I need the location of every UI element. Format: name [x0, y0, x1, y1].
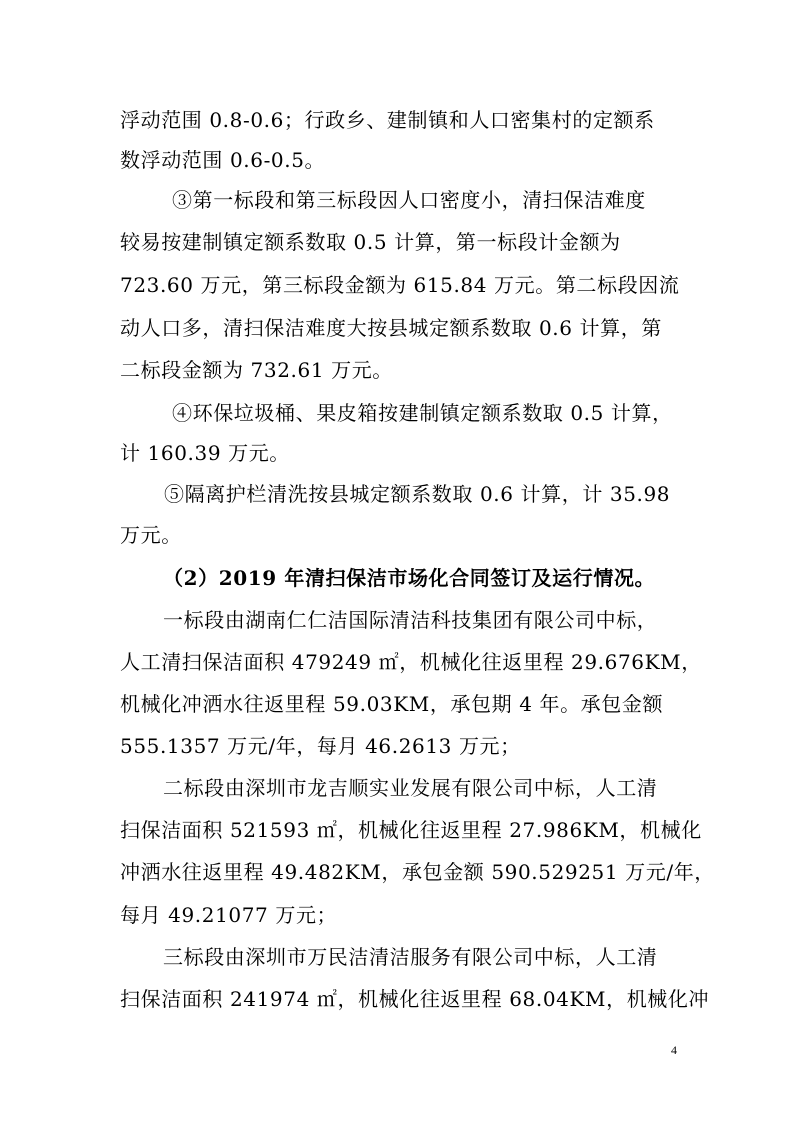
text-line: ④环保垃圾桶、果皮箱按建制镇定额系数取 0.5 计算， [172, 401, 673, 425]
text-line: 三标段由深圳市万民洁清洁服务有限公司中标，人工清 [163, 945, 658, 969]
text-line: 较易按建制镇定额系数取 0.5 计算，第一标段计金额为 [120, 230, 621, 254]
text-line: 机械化冲洒水往返里程 59.03KM，承包期 4 年。承包金额 [120, 692, 664, 716]
text-line: 二标段由深圳市龙吉顺实业发展有限公司中标，人工清 [163, 776, 658, 800]
text-line: 扫保洁面积 521593 ㎡，机械化往返里程 27.986KM，机械化 [120, 818, 702, 842]
text-line: 动人口多，清扫保洁难度大按县城定额系数取 0.6 计算，第 [120, 316, 662, 340]
text-line: 扫保洁面积 241974 ㎡，机械化往返里程 68.04KM，机械化冲 [120, 987, 710, 1011]
text-line: 一标段由湖南仁仁洁国际清洁科技集团有限公司中标， [163, 608, 658, 632]
text-line: 723.60 万元，第三标段金额为 615.84 万元。第二标段因流 [120, 273, 680, 297]
text-line: 万元。 [120, 523, 182, 547]
text-line: 计 160.39 万元。 [120, 441, 290, 465]
text-line: 二标段金额为 732.61 万元。 [120, 358, 393, 382]
text-line: ⑤隔离护栏清洗按县城定额系数取 0.6 计算，计 35.98 [164, 482, 671, 506]
text-line: 每月 49.21077 万元； [120, 903, 338, 927]
text-line: ③第一标段和第三标段因人口密度小，清扫保洁难度 [172, 188, 646, 212]
text-line: 冲洒水往返里程 49.482KM，承包金额 590.529251 万元/年， [120, 860, 715, 884]
section-heading: （2）2019 年清扫保洁市场化合同签订及运行情况。 [163, 566, 656, 590]
text-line: 555.1357 万元/年，每月 46.2613 万元； [120, 734, 521, 758]
text-line: 人工清扫保洁面积 479249 ㎡，机械化往返里程 29.676KM， [120, 650, 702, 674]
text-line: 数浮动范围 0.6-0.5。 [120, 148, 326, 172]
text-line: 浮动范围 0.8-0.6；行政乡、建制镇和人口密集村的定额系 [120, 108, 655, 132]
page-number: 4 [671, 1043, 677, 1057]
